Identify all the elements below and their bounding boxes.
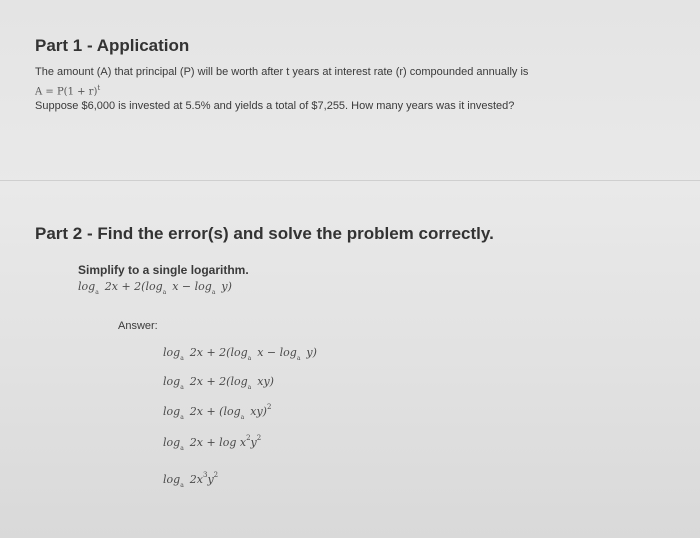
answer-step-3 — [163, 403, 271, 421]
step-term: log — [163, 346, 181, 359]
step-term: xy) — [257, 375, 274, 388]
step-term: y — [207, 473, 214, 486]
step-base: a — [180, 355, 184, 362]
formula-text: A = P(1 + r) — [35, 86, 98, 98]
part1-title: Part 1 - Application — [35, 36, 190, 55]
part1-problem-text: The amount (A) that principal (P) will be worth after t years at interest rate (r) compounded annually is — [35, 66, 529, 78]
step-base: a — [180, 384, 184, 391]
answer-step-2 — [163, 375, 274, 391]
expr-term: y) — [221, 280, 232, 293]
section-divider — [0, 180, 700, 181]
step-base: a — [180, 414, 184, 421]
step-term: 2x — [189, 473, 203, 486]
answer-label: Answer: — [118, 320, 158, 332]
step-term: xy) — [250, 405, 267, 418]
step-term: x − log — [257, 346, 297, 359]
step-exponent: 2 — [256, 434, 262, 442]
step-exponent: 2 — [213, 471, 219, 479]
step-base: a — [296, 355, 301, 362]
answer-step-1 — [163, 346, 317, 362]
answer-step-4 — [163, 434, 261, 452]
step-base: a — [180, 482, 184, 489]
expr-base: a — [95, 289, 99, 296]
step-term: log — [163, 436, 181, 449]
original-expression — [78, 280, 232, 296]
expr-term: 2x + 2(log — [104, 280, 163, 293]
expr-term: log — [78, 280, 96, 293]
step-term: 2x + 2(log — [189, 375, 248, 388]
part2-title: Part 2 - Find the error(s) and solve the problem correctly. — [35, 224, 494, 243]
step-term: log — [163, 375, 181, 388]
expr-term: x − log — [172, 280, 212, 293]
step-base: a — [247, 384, 252, 391]
step-term: 2x + (log — [189, 405, 241, 418]
step-exponent: 2 — [246, 434, 251, 442]
step-base: a — [180, 445, 184, 452]
step-term: y — [250, 436, 257, 449]
formula-exponent: t — [97, 84, 101, 92]
step-term: log — [163, 405, 181, 418]
step-term: 2x + 2(log — [189, 346, 248, 359]
part2-instruction: Simplify to a single logarithm. — [78, 263, 249, 277]
step-term: 2x + log x — [189, 436, 247, 449]
step-exponent: 2 — [266, 403, 272, 411]
answer-step-5 — [163, 471, 218, 489]
step-term: log — [163, 473, 181, 486]
step-exponent: 3 — [202, 471, 208, 479]
part1-question: Suppose $6,000 is invested at 5.5% and yields a total of $7,255. How many years was it invested? — [35, 100, 515, 112]
expr-base: a — [211, 289, 216, 296]
compound-interest-formula — [35, 84, 100, 97]
expr-base: a — [162, 289, 167, 296]
step-term: y) — [306, 346, 317, 359]
step-base: a — [247, 355, 252, 362]
step-base: a — [240, 414, 245, 421]
